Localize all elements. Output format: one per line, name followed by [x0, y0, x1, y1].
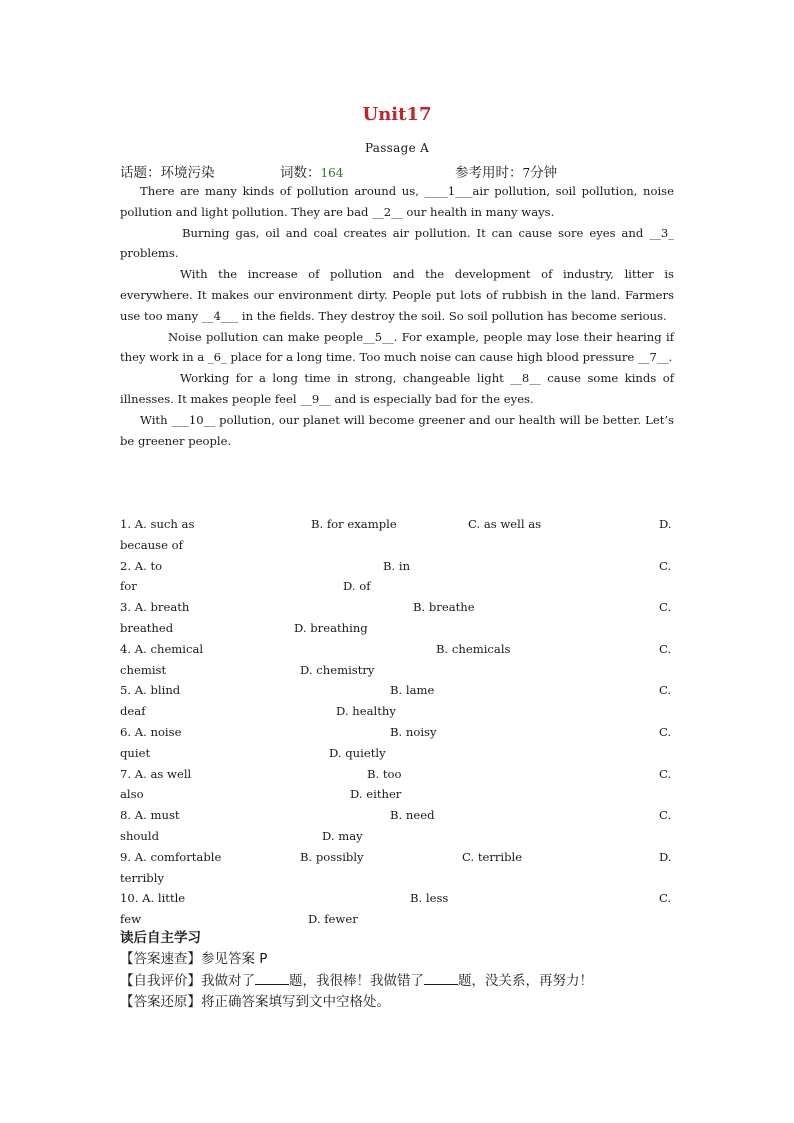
question-item: 9. A. comfortable B. possibly C. terrible D. terribly	[120, 849, 672, 885]
question-item: 7. A. as well B. too C. also D. either	[120, 766, 672, 802]
question-item: 10. A. little B. less C. few D. fewer	[120, 891, 672, 927]
paragraph: Noise pollution can make people__5__. For example, people may lose their hearing if they work in a _6_ place for a long time. Too much noise can cause high blood pressure __7__.	[120, 329, 674, 365]
paragraph: Working for a long time in strong, changeable light __8__ cause some kinds of illnesses. It makes people feel __9__ and is especially bad for the eyes.	[120, 371, 674, 406]
correct-count-blank[interactable]	[255, 970, 289, 985]
wrong-count-blank[interactable]	[424, 970, 458, 985]
question-item: 3. A. breath B. breathe C. breathed D. breathing	[120, 600, 672, 635]
self-evaluation-line: 【自我评价】我做对了 题，我很棒！我做错了 题，没关系，再努力！	[120, 970, 680, 992]
question-item: 1. A. such as B. for example C. as well as D. because of	[120, 517, 672, 552]
paragraph: Burning gas, oil and coal creates air pollution. It can cause sore eyes and __3_ problems.	[120, 225, 674, 261]
time-label: 参考用时：7分钟	[455, 165, 558, 181]
section-heading: 读后自主学习	[120, 930, 201, 946]
question-item: 5. A. blind B. lame C. deaf D. healthy	[120, 683, 672, 719]
paragraph: There are many kinds of pollution around us, ____1___air pollution, soil pollution, noise pollution and light pollution. They are bad __2__ our health in many ways.	[120, 184, 674, 219]
page-title: Unit17	[362, 104, 432, 125]
question-item: 2. A. to B. in C. for D. of	[120, 558, 672, 594]
question-item: 8. A. must B. need C. should D. may	[120, 808, 672, 843]
answer-key-line: 【答案速查】参见答案 P	[120, 951, 268, 967]
paragraph: With ___10__ pollution, our planet will become greener and our health will be better. Let’s be greener people.	[120, 412, 674, 448]
question-item: 4. A. chemical B. chemicals C. chemist D. chemistry	[120, 641, 672, 677]
question-list	[120, 514, 674, 930]
self-study-section	[120, 928, 680, 1013]
words-label: 词数：164	[280, 165, 344, 181]
topic-label: 话题：环境污染	[120, 165, 215, 181]
passage-body	[120, 181, 674, 451]
word-count: 164	[320, 166, 344, 180]
answer-restore-line: 【答案还原】将正确答案填写到文中空格处。	[120, 994, 390, 1010]
paragraph: With the increase of pollution and the development of industry, litter is everywhere. It makes our environment dirty. People put lots of rubbish in the land. Farmers use too many __4___ in the fields. They destroy the soil. So soil pollution has become serious.	[120, 267, 674, 323]
passage-subtitle: Passage A	[364, 141, 430, 155]
passage-meta	[120, 161, 674, 181]
question-item: 6. A. noise B. noisy C. quiet D. quietly	[120, 724, 672, 760]
time-value: 7	[522, 166, 531, 180]
